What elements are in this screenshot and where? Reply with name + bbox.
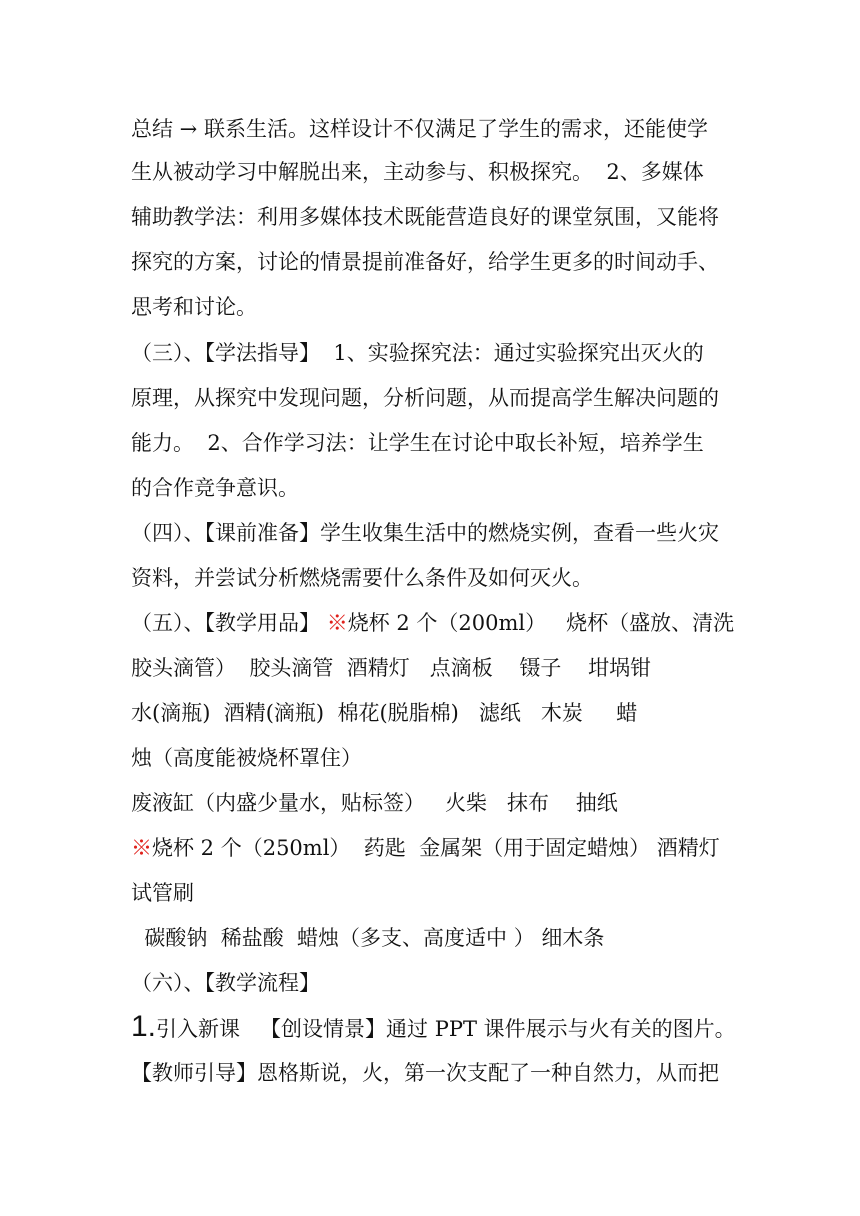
text-line: 烛（高度能被烧杯罩住） (131, 746, 362, 770)
line-prefix: （五）、【教学用品】 (131, 611, 327, 635)
text-line (131, 1010, 736, 1043)
reference-mark: ※ (131, 836, 152, 860)
section-heading-line: （四）、【课前准备】学生收集生活中的燃烧实例，查看一些火灾 (131, 521, 719, 545)
text-line: 资料，并尝试分析燃烧需要什么条件及如何灭火。 (131, 566, 593, 590)
reference-mark: ※ (326, 611, 348, 635)
section-heading-line (131, 610, 735, 636)
text-line: 能力。 2、合作学习法：让学生在讨论中取长补短，培养学生 (131, 431, 704, 455)
text-line: 【教师引导】恩格斯说，火，第一次支配了一种自然力，从而把 (131, 1061, 719, 1085)
section-heading-line: （六）、【教学流程】 (131, 971, 320, 995)
text-line: 思考和讨论。 (131, 295, 257, 319)
line-body: 引入新课 【创设情景】通过 PPT 课件展示与火有关的图片。 (156, 1017, 736, 1041)
section-heading-line: （三）、【学法指导】 1、实验探究法：通过实验探究出灭火的 (131, 341, 704, 365)
line-body: 烧杯 2 个（250ml） 药匙 金属架（用于固定蜡烛） 酒精灯 (152, 836, 720, 860)
text-line: 水(滴瓶) 酒精(滴瓶) 棉花(脱脂棉) 滤纸 木炭 蜡 (131, 701, 638, 725)
step-number: 1. (131, 1010, 157, 1043)
text-line: 胶头滴管） 胶头滴管 酒精灯 点滴板 镊子 坩埚钳 (131, 656, 652, 680)
line-body: 烧杯 2 个（200ml） 烧杯（盛放、清洗 (347, 611, 735, 635)
text-line: 原理，从探究中发现问题，分析问题，从而提高学生解决问题的 (131, 386, 719, 410)
text-line: 碳酸钠 稀盐酸 蜡烛（多支、高度适中 ） 细木条 (131, 926, 605, 950)
text-line (131, 835, 731, 861)
text-line: 总结 → 联系生活。这样设计不仅满足了学生的需求，还能使学 (131, 117, 708, 141)
text-line: 试管刷 (131, 881, 194, 905)
text-line: 生从被动学习中解脱出来，主动参与、积极探究。 2、多媒体 (131, 160, 704, 184)
text-line: 的合作竞争意识。 (131, 476, 299, 500)
text-line: 探究的方案，讨论的情景提前准备好，给学生更多的时间动手、 (131, 250, 719, 274)
text-line: 废液缸（内盛少量水，贴标签） 火柴 抹布 抽纸 (131, 791, 618, 815)
text-line: 辅助教学法：利用多媒体技术既能营造良好的课堂氛围，又能将 (131, 205, 719, 229)
